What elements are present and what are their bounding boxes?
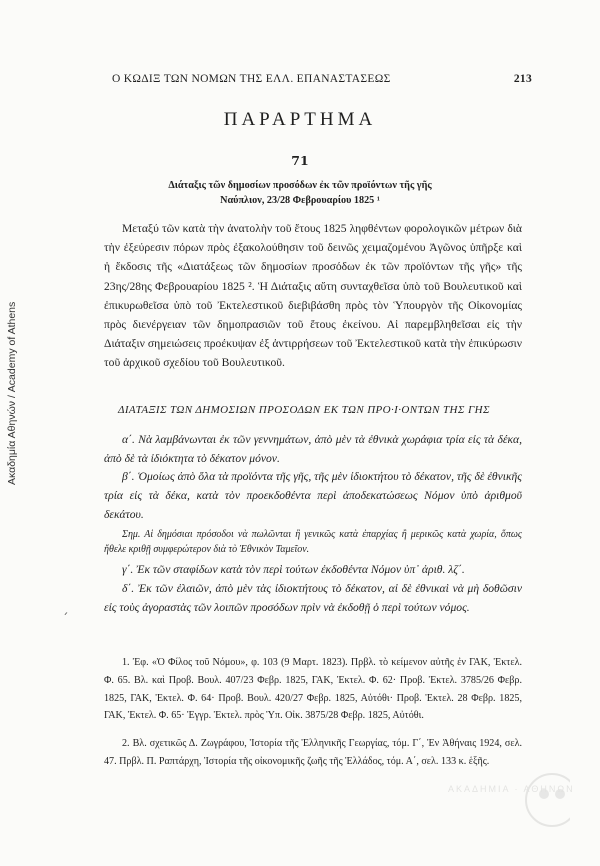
owl-stamp-icon xyxy=(440,760,570,840)
article-a: α΄. Νὰ λαμβάνωνται ἐκ τῶν γεννημάτων, ἀπὸ μὲν τὰ ἐθνικὰ χωράφια τρία εἰς τὰ δέκα, ἀπὸ δὲ τὰ ἰδιόκτητα τὸ δέκατον μόνον. xyxy=(104,433,522,465)
article-g: γ΄. Ἐκ τῶν σταφίδων κατὰ τὸν περὶ τούτων ἐκδοθέντα Νόμον ὑπ᾽ ἀριθ. λζ΄. xyxy=(122,563,465,576)
footnote-item: 1. Ἐφ. «Ὁ Φίλος τοῦ Νόμου», φ. 103 (9 Μαρτ. 1823). Πρβλ. τὸ κείμενον αὐτῆς ἐν ΓΑΚ, Ἐκτελ. Φ. 65. Βλ. καὶ Προβ. Βουλ. 407/23 Φεβρ. 1825, ΓΑΚ, Ἐκτελ. Φ. 62· Προβ. Ἐκτελ. 3785/26 Φεβρ. 1825, ΓΑΚ, Ἐκτελ. Φ. 64· Προβ. Βουλ. 420/27 Φεβρ. 1825, Αὐτόθι· Προβ. Ἐκτελ. 28 Φεβρ. 1825, ΓΑΚ, Ἐκτελ. Φ. 65· Ἐγγρ. Ἐκτελ. πρὸς Ὑπ. Οἰκ. 3875/28 Φεβρ. 1825, Αὐτόθι. xyxy=(104,657,522,722)
running-head-title: Ο ΚΩΔΙΞ ΤΩΝ ΝΟΜΩΝ ΤΗΣ ΕΛΛ. ΕΠΑΝΑΣΤΑΣΕΩΣ xyxy=(112,73,391,85)
section-heading: ΔΙΑΤΑΞΙΣ ΤΩΝ ΔΗΜΟΣΙΩΝ ΠΡΟΣΟΔΩΝ ΕΚ ΤΩΝ ΠΡΟ·Ι·ΟΝΤΩΝ ΤΗΣ ΓΗΣ xyxy=(118,404,490,416)
margin-mark: ´ xyxy=(62,612,69,627)
side-watermark xyxy=(2,245,20,485)
article-d: δ΄. Ἐκ τῶν ἐλαιῶν, ἀπὸ μὲν τὰς ἰδιοκτήτους τὸ δέκατον, αἱ δὲ ἐθνικαὶ νὰ μὴ δοθῶσιν εἰς τοὺς ἀγοραστὰς τῶν λοιπῶν προσόδων πρὶν νὰ ἐκδοθῇ ὁ περὶ τούτων νόμος. xyxy=(104,582,522,614)
running-head xyxy=(112,73,532,85)
document-place-date: Ναύπλιον, 23/28 Φεβρουαρίου 1825 ¹ xyxy=(220,195,380,206)
appendix-title: ΠΑΡΑΡΤΗΜΑ xyxy=(223,109,377,130)
footnote-item: 2. Βλ. σχετικῶς Δ. Ζωγράφου, Ἱστορία τῆς Ἑλληνικῆς Γεωργίας, τόμ. Γ΄, Ἐν Ἀθήναις 1924, σελ. 47. Πρβλ. Π. Ραπτάρχη, Ἱστορία τῆς οἰκονομικῆς ζωῆς τῆς Ἑλλάδος, τόμ. Α΄, σελ. 133 κ. ἑξῆς. xyxy=(104,738,522,767)
article-note: Σημ. Αἱ δημόσιαι πρόσοδοι νὰ πωλῶνται ἢ γενικῶς κατὰ ἐπαρχίας ἢ μερικῶς κατὰ χωρία, ὅπως ἤθελε κριθῇ συμφερώτερον διὰ τὸ Ἐθνικὸν Ταμεῖον. xyxy=(104,529,522,555)
side-watermark-text: Ακαδημία Αθηνών / Academy of Athens xyxy=(6,301,18,485)
document-number: 71 xyxy=(291,153,309,168)
intro-paragraph: Μεταξύ τῶν κατὰ τὴν ἀνατολὴν τοῦ ἔτους 1825 ληφθέντων φορολογικῶν μέτρων διὰ τὴν ἐξεύρεσιν πόρων πρὸς ἐξακολούθησιν τοῦ δεινῶς χειμαζομένου Ἀγῶνος ὑπῆρξε καὶ ἡ ἔκδοσις τῆς «Διατάξεως τῶν δημοσίων προσόδων ἐκ τῶν προϊόντων τῆς γῆς» τῆς 23ης/28ης Φεβρουαρίου 1825 ². Ἡ Διάταξις αὕτη συνταχθεῖσα ὑπὸ τοῦ Βουλευτικοῦ καὶ ἐπικυρωθεῖσα ὑπὸ τοῦ Ἐκτελεστικοῦ διεβιβάσθη πρὸς τὸν Ὑπουργὸν τῆς Οἰκονομίας πρὸς διενέργειαν τῶν δημοπρασιῶν τοῦ ἔτους ἐκείνου. Αἱ παρεμβληθεῖσαι εἰς τὴν Διάταξιν σημειώσεις προέκυψαν ἐξ ἀντιρρήσεων τοῦ Ἐκτελεστικοῦ κατὰ τὴν ἐπικύρωσιν τοῦ ἀρχικοῦ σχεδίου τοῦ Βουλευτικοῦ. xyxy=(104,222,522,370)
page-number: 213 xyxy=(513,73,532,85)
document-caption: Διάταξις τῶν δημοσίων προσόδων ἐκ τῶν προϊόντων τῆς γῆς xyxy=(168,180,432,191)
stamp-watermark xyxy=(440,760,575,840)
stamp-watermark-text: ΑΚΑΔΗΜΙΑ · ΑΘΗΝΩΝ xyxy=(448,784,575,794)
article-b: β΄. Ὁμοίως ἀπὸ ὅλα τὰ προϊόντα τῆς γῆς, τῆς μὲν ἰδιοκτήτου τὸ δέκατον, τῆς δὲ ἐθνικῆς τρία εἰς τὰ δέκα, κατὰ τὸν προεκδοθέντα περὶ ἀποδεκατώσεως Νόμον ὑπὸ ἀριθμοῦ δεκάτου. xyxy=(104,470,522,521)
